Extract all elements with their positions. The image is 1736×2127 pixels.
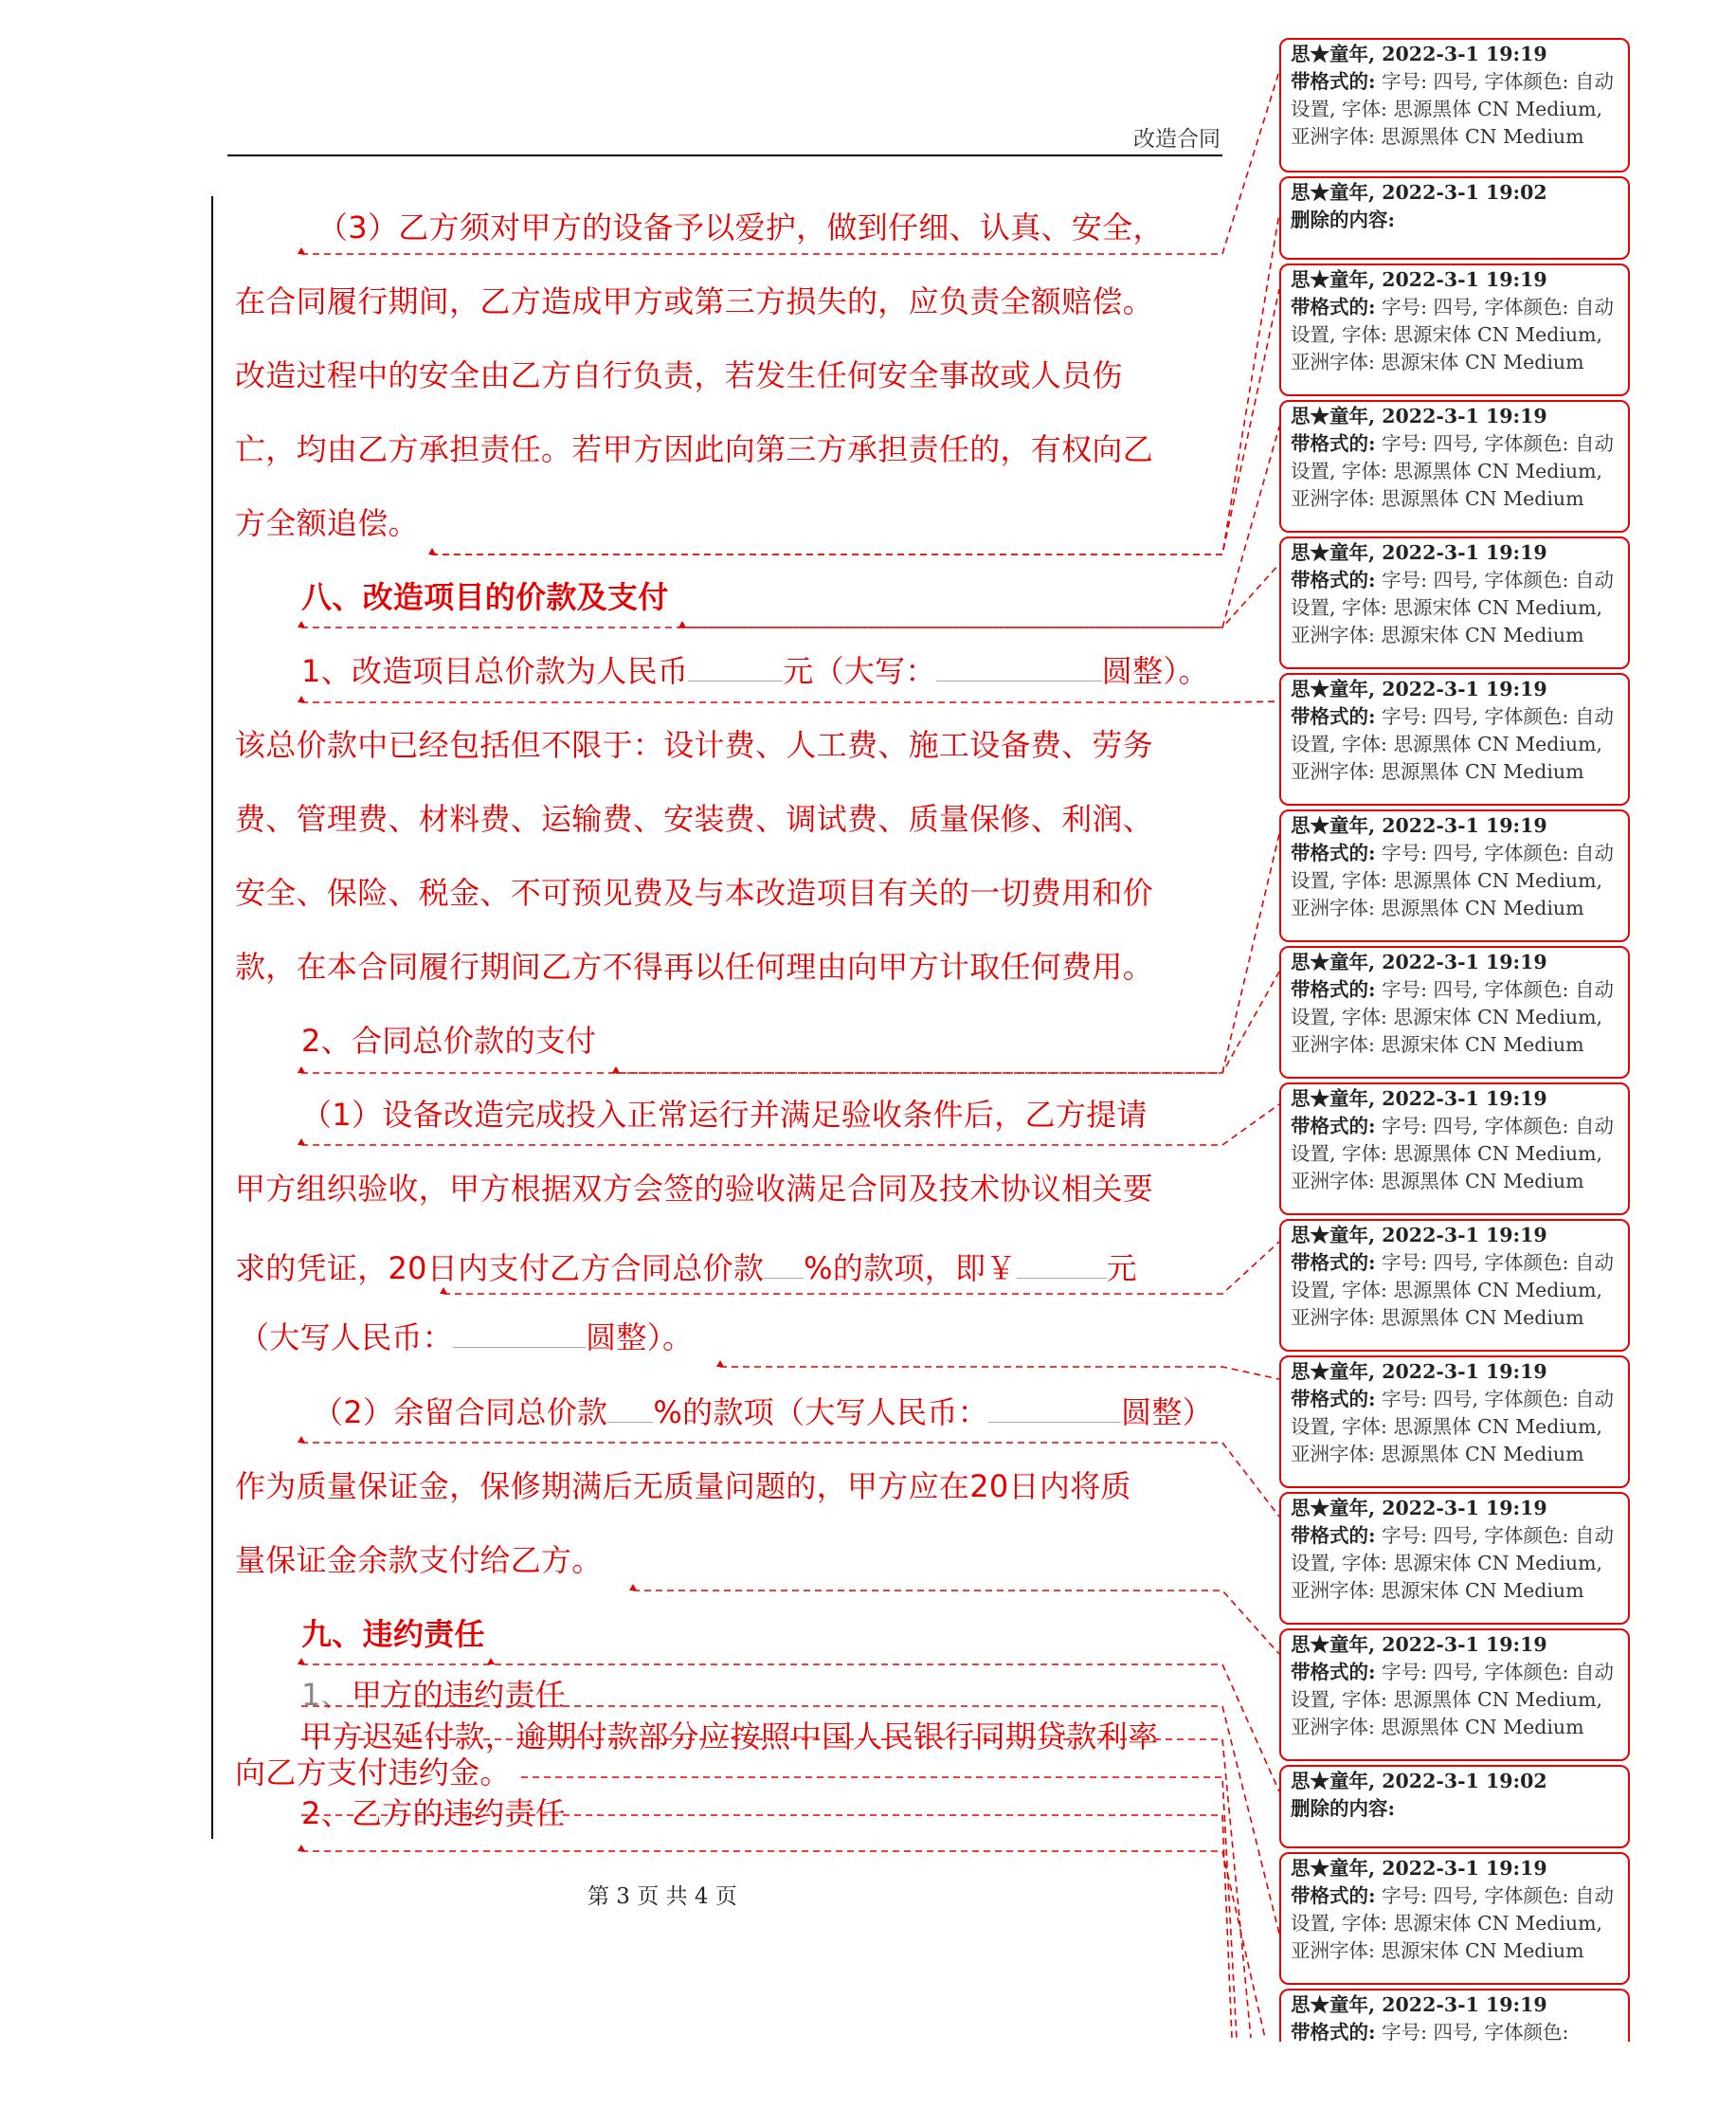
balloon-label: 带格式的:: [1291, 70, 1376, 93]
balloon-author-date: 思★童年, 2022-3-1 19:19: [1291, 1360, 1547, 1383]
body-line: 向乙方支付违约金。: [235, 1754, 511, 1791]
revision-balloon[interactable]: [1279, 1355, 1630, 1488]
body-line: 亡，均由乙方承担责任。若甲方因此向第三方承担责任的，有权向乙: [235, 431, 1154, 467]
insertion-marker: [716, 1360, 724, 1367]
balloon-label: 带格式的:: [1291, 1524, 1376, 1547]
insertion-marker: [298, 621, 305, 627]
pay2-text-1: （大写人民币：: [239, 1319, 454, 1355]
balloon-label: 带格式的:: [1291, 432, 1376, 455]
balloon-label: 带格式的:: [1291, 569, 1376, 591]
insertion-marker: [298, 1658, 305, 1664]
balloon-label: 带格式的:: [1291, 1251, 1376, 1274]
subheading: 2、合同总价款的支付: [301, 1023, 597, 1059]
insertion-marker: [298, 1066, 305, 1073]
leader-line: [301, 1851, 1265, 2038]
pay-text-3: 元: [1106, 1250, 1137, 1286]
insertion-marker: [298, 247, 305, 254]
balloon-author-date: 思★童年, 2022-3-1 19:02: [1291, 181, 1547, 204]
balloon-detail: 字号: 四号, 字体颜色: 自动设置, 字体: 思源黑体 CN Medium, 亚洲字体: 思源黑体 CN Medium: [1291, 1661, 1614, 1738]
body-line: 该总价款中已经包括但不限于：设计费、人工费、施工设备费、劳务: [235, 727, 1154, 763]
insertion-marker: [678, 621, 686, 627]
insertion-marker: [487, 1658, 495, 1664]
balloon-label: 带格式的:: [1291, 842, 1376, 864]
body-line: 量保证金余款支付给乙方。: [235, 1542, 603, 1578]
revision-balloon[interactable]: [1279, 1852, 1630, 1985]
balloon-detail: 字号: 四号, 字体颜色: 自动设置, 字体: 思源黑体 CN Medium, 亚洲字体: 思源黑体 CN Medium: [1291, 70, 1614, 148]
balloon-author-date: 思★童年, 2022-3-1 19:19: [1291, 541, 1547, 564]
page-header-title: 改造合同: [1133, 127, 1221, 152]
balloon-label: 带格式的:: [1291, 705, 1376, 728]
balloon-label: 带格式的:: [1291, 1884, 1376, 1907]
body-line: 费、管理费、材料费、运输费、安装费、调试费、质量保修、利润、: [235, 801, 1154, 837]
leader-line: [431, 289, 1279, 554]
leader-line: [682, 564, 1279, 627]
revision-balloon[interactable]: [1279, 946, 1630, 1079]
balloon-label: 删除的内容:: [1291, 209, 1396, 231]
body-line: 甲方迟延付款，逾期付款部分应按照中国人民银行同期贷款利率: [301, 1718, 1159, 1754]
revision-balloon[interactable]: [1279, 176, 1630, 260]
balloon-label: 带格式的:: [1291, 1115, 1376, 1137]
insertion-marker: [298, 1138, 305, 1145]
subheading-text: 甲方的违约责任: [351, 1677, 567, 1713]
balloon-label: 带格式的:: [1291, 1661, 1376, 1683]
balloon-label: 带格式的:: [1291, 2021, 1376, 2042]
price-text-2: 元（大写：: [783, 653, 936, 689]
balloon-author-date: 思★童年, 2022-3-1 19:19: [1291, 405, 1547, 427]
revision-balloon[interactable]: [1279, 400, 1630, 533]
balloon-label: 删除的内容:: [1291, 1797, 1396, 1820]
revision-balloon[interactable]: [1279, 536, 1630, 669]
revision-balloon[interactable]: [1279, 1219, 1630, 1352]
price-text-3: 圆整）。: [1101, 653, 1209, 689]
revision-balloon[interactable]: [1279, 1989, 1630, 2042]
leader-line: [431, 213, 1279, 554]
balloon-author-date: 思★童年, 2022-3-1 19:19: [1291, 1857, 1547, 1880]
retain-text-1: （2）余留合同总价款: [313, 1394, 608, 1430]
leader-line: [301, 1815, 1232, 2038]
deleted-number: 1、: [301, 1677, 352, 1713]
body-line: 安全、保险、税金、不可预见费及与本改造项目有关的一切费用和价: [235, 875, 1154, 911]
insertion-marker: [298, 696, 305, 702]
pay-text-2: %的款项，即￥: [804, 1250, 1017, 1286]
subheading: 2、乙方的违约责任: [301, 1795, 567, 1831]
revision-balloon[interactable]: [1279, 809, 1630, 942]
leader-line: [301, 1104, 1279, 1145]
revision-balloon[interactable]: [1279, 38, 1630, 173]
insertion-marker: [298, 1845, 305, 1851]
leader-line: [301, 427, 1279, 627]
revision-balloon[interactable]: [1279, 1492, 1630, 1625]
balloon-label: 带格式的:: [1291, 296, 1376, 318]
revision-balloon[interactable]: [1279, 1082, 1630, 1215]
balloon-author-date: 思★童年, 2022-3-1 19:19: [1291, 1993, 1547, 2016]
body-line: 在合同履行期间，乙方造成甲方或第三方损失的，应负责全额赔偿。: [235, 283, 1154, 319]
balloon-author-date: 思★童年, 2022-3-1 19:19: [1291, 268, 1547, 291]
body-line: 款，在本合同履行期间乙方不得再以任何理由向甲方计取任何费用。: [235, 949, 1154, 985]
balloon-author-date: 思★童年, 2022-3-1 19:02: [1291, 1770, 1547, 1792]
balloon-author-date: 思★童年, 2022-3-1 19:19: [1291, 678, 1547, 700]
revision-balloon[interactable]: [1279, 1628, 1630, 1761]
leader-line: [443, 1242, 1279, 1294]
balloon-detail: 字号: 四号, 字体颜色: 自动设置, 字体: 思源黑体 CN Medium, 亚洲字体: 思源黑体 CN Medium: [1291, 705, 1614, 783]
balloon-author-date: 思★童年, 2022-3-1 19:19: [1291, 951, 1547, 973]
body-line: 作为质量保证金，保修期满后无质量问题的，甲方应在20日内将质: [235, 1468, 1131, 1504]
balloon-author-date: 思★童年, 2022-3-1 19:19: [1291, 43, 1547, 65]
balloon-label: 带格式的:: [1291, 1388, 1376, 1410]
balloon-detail: 字号: 四号, 字体颜色: 自动设置, 字体: 思源宋体 CN Medium, 亚洲字体: 思源宋体 CN Medium: [1291, 296, 1614, 373]
revision-balloon[interactable]: [1279, 673, 1630, 806]
insertion-marker: [612, 1066, 620, 1073]
leader-line: [301, 71, 1279, 254]
retain-text-3: 圆整）: [1121, 1394, 1213, 1430]
balloon-author-date: 思★童年, 2022-3-1 19:19: [1291, 1087, 1547, 1110]
balloon-detail: 字号: 四号, 字体颜色: 自动设置, 字体: 思源宋体 CN Medium, 亚洲字体: 思源宋体 CN Medium: [1291, 1884, 1614, 1962]
pay-text-1: 求的凭证，20日内支付乙方合同总价款: [235, 1250, 765, 1286]
balloon-detail: 字号: 四号, 字体颜色: 自动设置, 字体: 思源黑体 CN Medium, 亚洲字体: 思源黑体 CN Medium: [1291, 1388, 1614, 1465]
leader-line: [301, 1443, 1279, 1517]
section-heading: 八、改造项目的价款及支付: [301, 579, 669, 615]
balloon-label: 带格式的:: [1291, 978, 1376, 1001]
body-line: （3）乙方须对甲方的设备予以爱护，做到仔细、认真、安全，: [317, 209, 1164, 245]
insertion-marker: [440, 1287, 447, 1294]
leader-line: [616, 972, 1279, 1073]
insertion-marker: [629, 1584, 637, 1591]
insertion-marker: [298, 1436, 305, 1443]
balloon-detail: 字号: 四号, 字体颜色: 自动设置, 字体: 思源黑体 CN Medium, 亚洲字体: 思源黑体 CN Medium: [1291, 1251, 1614, 1329]
price-text-1: 1、改造项目总价款为人民币: [301, 653, 689, 689]
leader-line: [521, 1777, 1237, 2038]
leader-line: [301, 1706, 1279, 1934]
body-line: 甲方组织验收，甲方根据双方会签的验收满足合同及技术协议相关要: [235, 1171, 1154, 1207]
body-line: （1）设备改造完成投入正常运行并满足验收条件后，乙方提请: [301, 1097, 1148, 1133]
balloon-detail: 字号: 四号, 字体颜色:: [1375, 2021, 1569, 2042]
balloon-detail: 字号: 四号, 字体颜色: 自动设置, 字体: 思源黑体 CN Medium, 亚洲字体: 思源黑体 CN Medium: [1291, 842, 1614, 919]
leader-line: [720, 1367, 1279, 1379]
revision-balloon[interactable]: [1279, 264, 1630, 396]
balloon-author-date: 思★童年, 2022-3-1 19:19: [1291, 1224, 1547, 1246]
balloon-author-date: 思★童年, 2022-3-1 19:19: [1291, 814, 1547, 837]
body-line: 方全额追偿。: [235, 505, 419, 541]
balloon-author-date: 思★童年, 2022-3-1 19:19: [1291, 1633, 1547, 1656]
insertion-marker: [428, 548, 436, 554]
revision-balloon[interactable]: [1279, 1765, 1630, 1848]
pay2-text-2: 圆整）。: [586, 1319, 694, 1355]
leader-line: [633, 1591, 1279, 1654]
balloon-detail: 字号: 四号, 字体颜色: 自动设置, 字体: 思源黑体 CN Medium, 亚洲字体: 思源黑体 CN Medium: [1291, 1115, 1614, 1192]
balloon-detail: 字号: 四号, 字体颜色: 自动设置, 字体: 思源宋体 CN Medium, 亚洲字体: 思源宋体 CN Medium: [1291, 569, 1614, 646]
leader-line: [301, 701, 1279, 702]
balloon-author-date: 思★童年, 2022-3-1 19:19: [1291, 1497, 1547, 1519]
balloon-detail: 字号: 四号, 字体颜色: 自动设置, 字体: 思源宋体 CN Medium, 亚洲字体: 思源宋体 CN Medium: [1291, 978, 1614, 1056]
leader-line: [301, 1664, 1279, 1791]
section-heading: 九、违约责任: [301, 1616, 485, 1652]
balloon-detail: 字号: 四号, 字体颜色: 自动设置, 字体: 思源黑体 CN Medium, 亚洲字体: 思源黑体 CN Medium: [1291, 432, 1614, 510]
balloon-detail: 字号: 四号, 字体颜色: 自动设置, 字体: 思源宋体 CN Medium, 亚洲字体: 思源宋体 CN Medium: [1291, 1524, 1614, 1602]
leader-line: [301, 834, 1279, 1073]
retain-text-2: %的款项（大写人民币：: [653, 1394, 989, 1430]
body-line: 改造过程中的安全由乙方自行负责，若发生任何安全事故或人员伤: [235, 357, 1123, 393]
leader-line: [301, 1739, 1251, 2038]
page-footer: 第 3 页 共 4 页: [588, 1884, 737, 1909]
